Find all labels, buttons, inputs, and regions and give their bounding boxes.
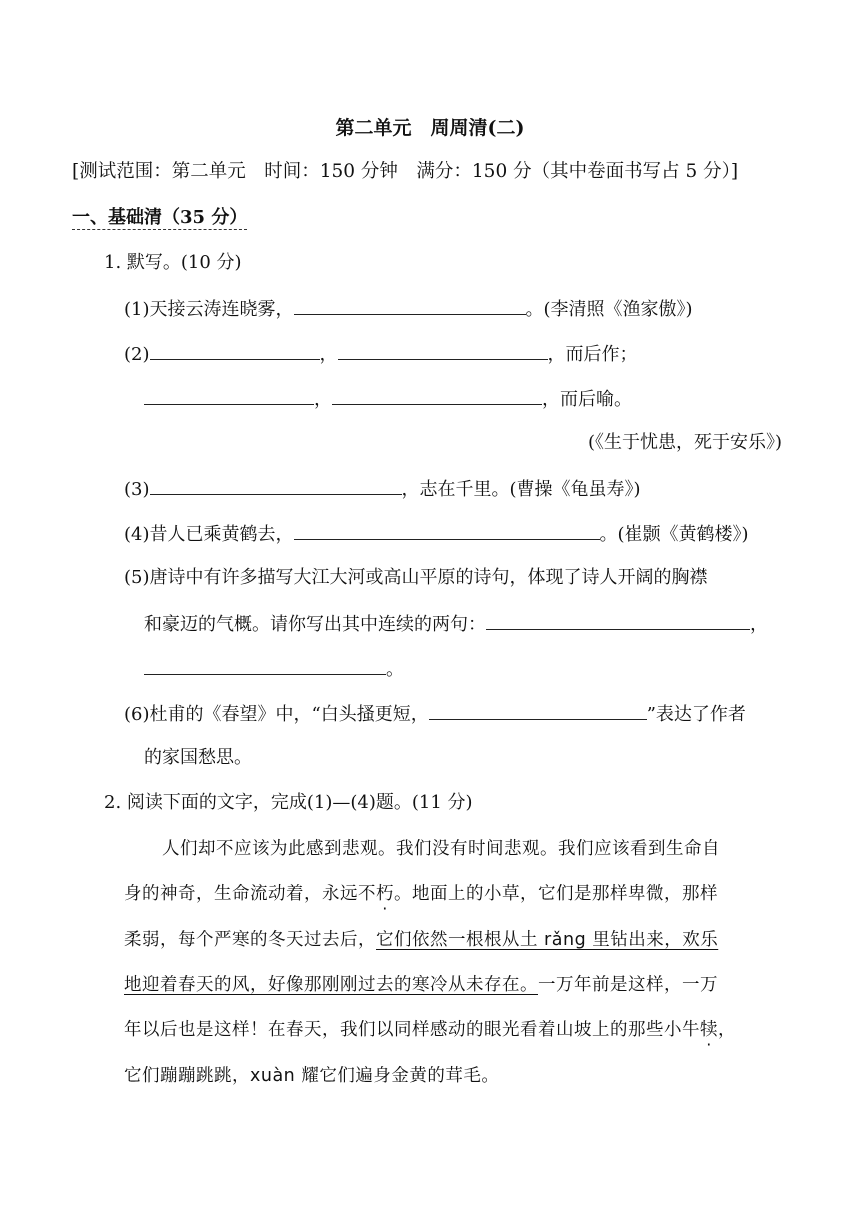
q1-part-5-line-3: [144, 656, 404, 682]
passage-line: [124, 928, 718, 952]
question-1-stem: 1. 默写。(10 分): [104, 252, 242, 273]
q1-part-1-text: (1)天接云涛连晓雾，: [124, 299, 294, 320]
passage-line: [124, 1018, 736, 1042]
q1-part-2-line-2: [144, 386, 632, 412]
q1-part-5-line-2: [144, 611, 768, 637]
q1-part-3: [124, 476, 641, 502]
dotted-character: 朽: [376, 884, 394, 904]
passage-line: [124, 882, 718, 906]
answer-blank[interactable]: [294, 296, 526, 315]
q1-part-3-number: (3): [124, 479, 150, 500]
passage-text: 。地面上的小草，它们是那样卑微，那样: [394, 884, 718, 904]
answer-blank[interactable]: [332, 386, 542, 405]
passage-text: 柔弱，每个严寒的冬天过去后，: [124, 930, 376, 950]
end-mark: 。: [386, 659, 404, 680]
q1-part-4-source: 。(崔颢《黄鹤楼》): [599, 524, 749, 545]
answer-blank[interactable]: [338, 341, 548, 360]
passage-line: [124, 973, 718, 997]
passage-line: 人们却不应该为此感到悲观。我们没有时间悲观。我们应该看到生命自: [162, 839, 720, 859]
page-title: 第二单元 周周清(二): [335, 117, 525, 139]
q1-part-5-line-1: (5)唐诗中有许多描写大江大河或高山平原的诗句，体现了诗人开阔的胸襟: [124, 567, 708, 588]
dotted-character: 犊: [700, 1020, 718, 1040]
q1-part-2-text: ，而后喻。: [542, 389, 632, 410]
answer-blank[interactable]: [144, 386, 314, 405]
q1-part-4-text: (4)昔人已乘黄鹤去，: [124, 524, 294, 545]
separator: ，: [319, 344, 338, 365]
answer-blank[interactable]: [144, 656, 386, 675]
q1-part-4: [124, 521, 749, 547]
test-scope: [测试范围：第二单元 时间：150 分钟 满分：150 分（其中卷面书写占 5 分）]: [72, 161, 739, 182]
q1-part-2-number: (2): [124, 344, 150, 365]
q1-part-1-source: 。(李清照《渔家傲》): [525, 299, 693, 320]
passage-text: ，: [718, 1020, 736, 1040]
section-heading: [72, 206, 247, 230]
q1-part-6-text: (6)杜甫的《春望》中，“白头搔更短，: [124, 704, 429, 725]
section-title: 一、基础清（35 分）: [72, 207, 248, 228]
answer-blank[interactable]: [486, 611, 750, 630]
q1-part-5-text: 和豪迈的气概。请你写出其中连续的两句：: [144, 614, 486, 635]
q1-part-2-text: ，而后作；: [547, 344, 638, 365]
underlined-sentence: 它们依然一根根从土 rǎng 里钻出来，欢乐: [376, 930, 719, 950]
q1-part-2-line-1: [124, 341, 638, 367]
separator: ，: [750, 614, 768, 635]
q1-part-6-text-end: ”表达了作者: [646, 704, 746, 725]
passage-text: 身的神奇，生命流动着，永远不: [124, 884, 376, 904]
q1-part-1: [124, 296, 693, 322]
underlined-sentence: 地迎着春天的风，好像那刚刚过去的寒冷从未存在。: [124, 975, 538, 995]
q1-part-6-line-1: [124, 701, 746, 727]
passage-text: 一万年前是这样，一万: [538, 975, 718, 995]
q1-part-2-source: (《生于忧患，死于安乐》): [587, 432, 782, 453]
answer-blank[interactable]: [429, 701, 647, 720]
answer-blank[interactable]: [150, 476, 402, 495]
q1-part-3-text: ，志在千里。(曹操《龟虽寿》): [401, 479, 641, 500]
passage-line: 它们蹦蹦跳跳，xuàn 耀它们遍身金黄的茸毛。: [124, 1066, 500, 1086]
q1-part-6-line-2: 的家国愁思。: [144, 747, 252, 768]
question-2-stem: 2. 阅读下面的文字，完成(1)—(4)题。(11 分): [104, 792, 473, 813]
answer-blank[interactable]: [150, 341, 320, 360]
answer-blank[interactable]: [294, 521, 600, 540]
passage-text: 年以后也是这样！在春天，我们以同样感动的眼光看着山坡上的那些小牛: [124, 1020, 700, 1040]
separator: ，: [314, 389, 332, 410]
